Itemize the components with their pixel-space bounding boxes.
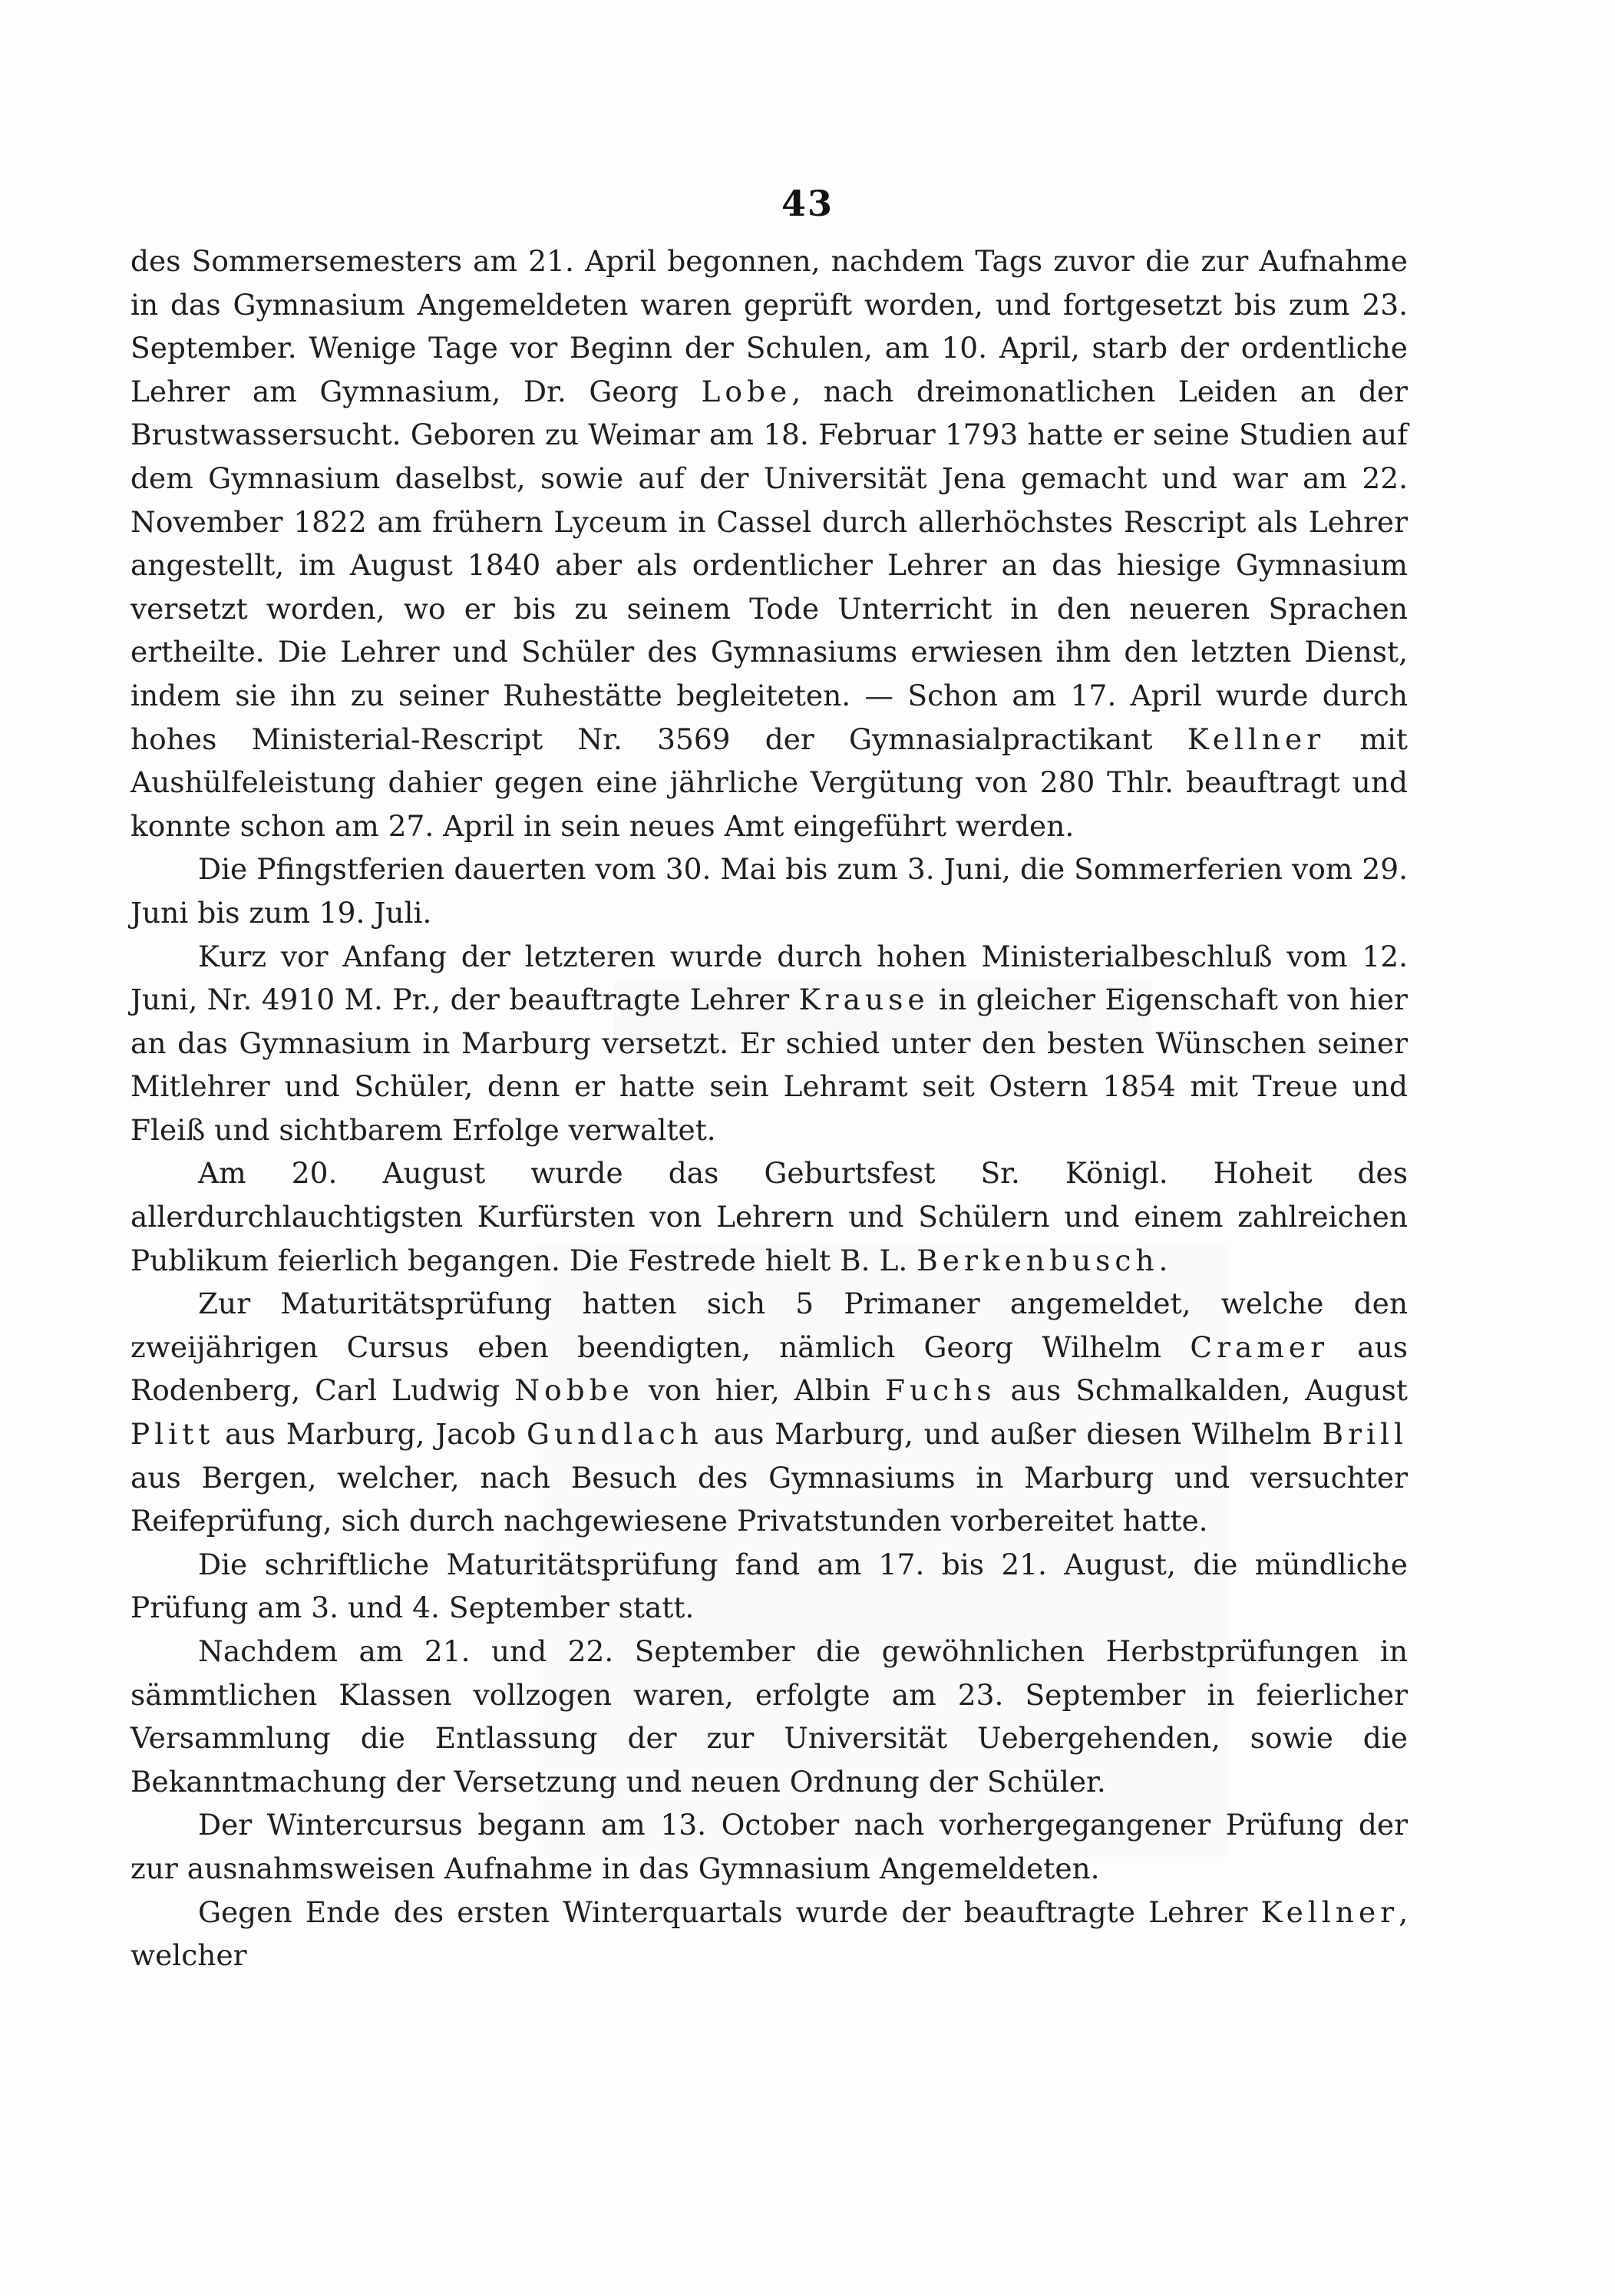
text-run: des Sommersemesters am 21. April begonnen, nachdem Tags zuvor die zur Aufnahme in das Gymnasium Angemeldeten waren geprüft worden, und fortgesetzt bis zum 23. September. Wenige Tage vor Beginn der Schulen, am 10. April, starb der ordentliche Lehrer am Gymnasium, Dr. Georg (130, 244, 1408, 408)
spaced-name: Brill (1322, 1417, 1408, 1452)
spaced-name: Plitt (130, 1417, 215, 1452)
spaced-name: Fuchs (884, 1373, 996, 1408)
text-run: aus Bergen, welcher, nach Besuch des Gymnasiums in Marburg und versuchter Reifeprüfung, sich durch nachgewiesene Privatstunden vorbereitet hatte. (130, 1460, 1408, 1538)
spaced-name: Nobbe (514, 1373, 634, 1408)
paragraph (130, 1543, 1408, 1630)
text-run: von hier, Albin (633, 1373, 885, 1408)
text-run: , nach dreimonatlichen Leiden an der Brustwassersucht. Geboren zu Weimar am 18. Februar 1793 hatte er seine Studien auf dem Gymnasium daselbst, sowie auf der Universität Jena gemacht und war am 22. November 1822 am frühern Lyceum in Cassel durch allerhöchstes Rescript als Lehrer angestellt, im August 1840 aber als ordentlicher Lehrer an das hiesige Gymnasium versetzt worden, wo er bis zu seinem Tode Unterricht in den neueren Sprachen ertheilte. Die Lehrer und Schüler des Gymnasiums erwiesen ihm den letzten Dienst, indem sie ihn zu seiner Ruhestätte begleiteten. — Schon am 17. April wurde durch hohes Ministerial-Rescript Nr. 3569 der Gymnasialpractikant (130, 374, 1408, 756)
paragraph (130, 1630, 1408, 1803)
spaced-name: Kellner (1187, 722, 1326, 756)
spaced-name: Kellner (1260, 1895, 1399, 1929)
text-run: aus Marburg, Jacob (214, 1417, 527, 1452)
text-run: Kurz vor Anfang der letzteren wurde durch hohen Ministerialbeschluß vom 12. Juni, Nr. 4910 M. Pr., der beauftragte Lehrer (130, 939, 1408, 1017)
text-run: Der Wintercursus begann am 13. October nach vorhergegangener Prüfung der zur ausnahmsweisen Aufnahme in das Gymnasium Angemeldeten. (130, 1808, 1408, 1885)
paragraph (130, 1891, 1408, 1977)
text-run: aus Marburg, und außer diesen Wilhelm (702, 1417, 1323, 1452)
page-number: 43 (781, 183, 834, 224)
paragraph (130, 240, 1408, 847)
text-run: in gleicher Eigenschaft von hier an das Gymnasium in Marburg versetzt. Er schied unter den besten Wünschen seiner Mitlehrer und Schüler, denn er hatte sein Lehramt seit Ostern 1854 mit Treue und Fleiß und sichtbarem Erfolge verwaltet. (130, 983, 1408, 1147)
spaced-name: Krause (798, 983, 930, 1017)
paragraph (130, 935, 1408, 1152)
text-run: Nachdem am 21. und 22. September die gewöhnlichen Herbstprüfungen in sämmtlichen Klassen vollzogen waren, erfolgte am 23. September in feierlicher Versammlung die Entlassung der zur Universität Uebergehenden, sowie die Bekanntmachung der Versetzung und neuen Ordnung der Schüler. (130, 1634, 1408, 1799)
text-run: aus Rodenberg, Carl Ludwig (130, 1330, 1408, 1408)
spaced-name: Berkenbusch (916, 1243, 1159, 1277)
text-run: aus Schmalkalden, August (996, 1373, 1408, 1408)
paragraph (130, 1151, 1408, 1282)
paragraph (130, 1282, 1408, 1543)
text-run: . (1158, 1243, 1168, 1277)
spaced-name: Lobe (701, 374, 792, 408)
spaced-name: Cramer (1190, 1330, 1329, 1364)
paragraph (130, 1803, 1408, 1890)
text-run: Die schriftliche Maturitätsprüfung fand am 17. bis 21. August, die mündliche Prüfung am 3. und 4. September statt. (130, 1547, 1408, 1625)
text-run: Am 20. August wurde das Geburtsfest Sr. Königl. Hoheit des allerdurchlauchtigsten Kurfürsten von Lehrern und Schülern und einem zahlreichen Publikum feierlich begangen. Die Festrede hielt B. L. (130, 1156, 1408, 1277)
text-run: mit Aushülfeleistung dahier gegen eine jährliche Vergütung von 280 Thlr. beauftragt und konnte schon am 27. April in sein neues Amt eingeführt werden. (130, 722, 1408, 843)
spaced-name: Gundlach (527, 1417, 703, 1452)
text-run: , welcher (130, 1895, 1408, 1973)
body-text (130, 240, 1408, 1977)
text-run: Gegen Ende des ersten Winterquartals wurde der beauftragte Lehrer (198, 1895, 1261, 1929)
text-run: Zur Maturitätsprüfung hatten sich 5 Primaner angemeldet, welche den zweijährigen Cursus eben beendigten, nämlich Georg Wilhelm (130, 1287, 1408, 1364)
paragraph (130, 847, 1408, 934)
text-run: Die Pfingstferien dauerten vom 30. Mai bis zum 3. Juni, die Sommerferien vom 29. Juni bis zum 19. Juli. (130, 852, 1408, 930)
